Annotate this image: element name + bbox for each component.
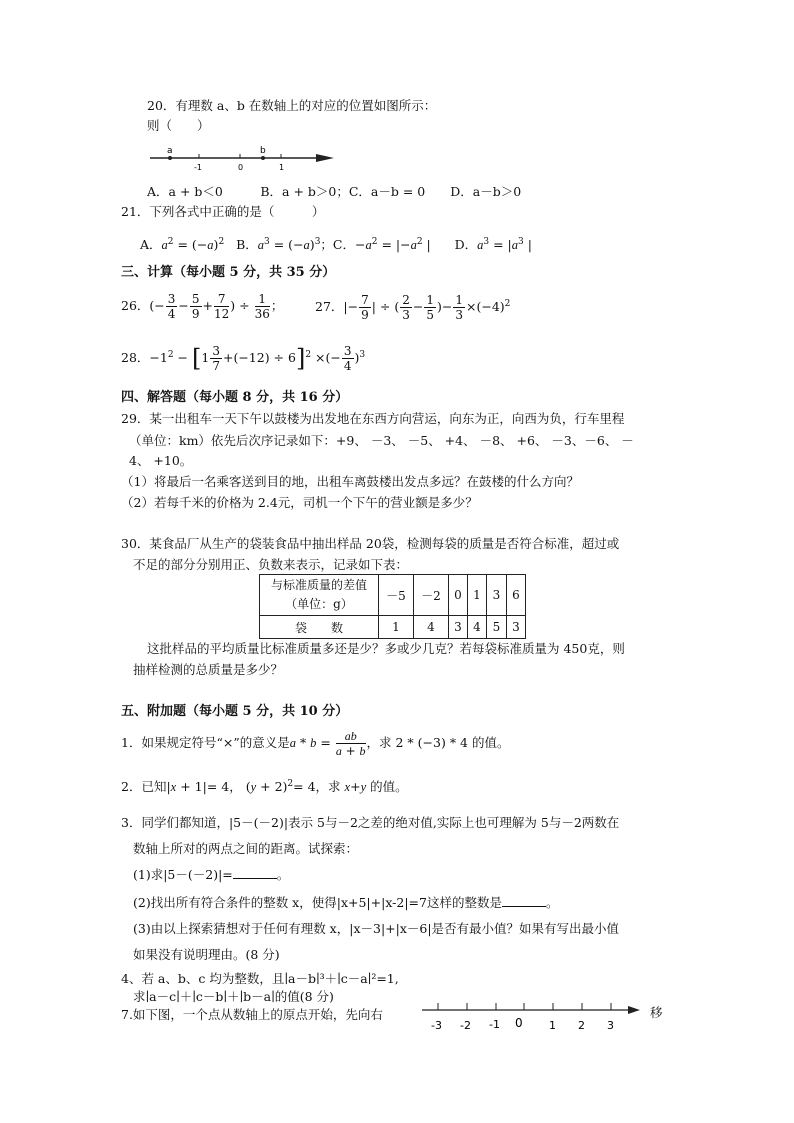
extra-4-line1: 4、若 a、b、c 均为整数，且∣a－b∣³＋∣c－a∣²=1, — [121, 971, 399, 986]
count-cell: 5 — [487, 616, 507, 639]
diff-cell: 0 — [449, 575, 468, 616]
q26-label: 26． — [121, 298, 150, 313]
q30-line1: 30．某食品厂从生产的袋装食品中抽出样品 20袋，检测每袋的质量是否符合标准，超过或 — [121, 536, 620, 551]
q7-text: 7.如下图，一个点从数轴上的原点开始，先向右 — [121, 1007, 383, 1022]
tick-label: -2 — [460, 1019, 471, 1032]
diff-cell: 3 — [487, 575, 507, 616]
axis-arrow-icon — [316, 154, 334, 162]
diff-cell: 6 — [507, 575, 526, 616]
point-b — [261, 156, 265, 160]
count-cell: 4 — [468, 616, 487, 639]
tick-label: -3 — [431, 1019, 442, 1032]
q29-sub1: （1）将最后一名乘客送到目的地，出租车离鼓楼出发点多远？在鼓楼的什么方向？ — [121, 474, 579, 489]
q29-line1: 29．某一出租车一天下午以鼓楼为出发地在东西方向营运，向东为正，向西为负，行车里程 — [121, 411, 625, 426]
section-4-title: 四、解答题（每小题 8 分，共 16 分） — [121, 390, 349, 405]
q30-table — [259, 574, 526, 639]
q21-stem: 21．下列各式中正确的是（ ） — [121, 204, 325, 219]
q26-expression: 26．(− $\frac{3}{4}$ − $\frac{5}{9}$ + $\frac{7}{12}$ ) ÷ $\frac{1}{36}$ ； — [121, 292, 284, 321]
q21-option-b: B． — [236, 237, 258, 253]
label-b: b — [260, 146, 266, 156]
tick-label: 3 — [607, 1019, 614, 1032]
q28-label: 28． — [121, 350, 150, 366]
extra-2: 2．已知|x + 1|= 4， $(y + 2)^2= 4$，求 x+y 的值。 — [121, 779, 408, 795]
extra-3-line2: 数轴上所对的两点之间的距离。试探索： — [133, 841, 359, 856]
q26-tail: ； — [270, 298, 284, 313]
axis-arrow-icon — [628, 1006, 640, 1014]
q27-expression: 27．|− $\frac{7}{9}$ | ÷ ( $\frac{2}{3}$ − $\frac{1}{5}$ )− $\frac{1}{3}$ $\times(-4)^2$ — [315, 293, 511, 323]
label-a: a — [167, 146, 173, 156]
count-cell: 4 — [414, 616, 449, 639]
q29-line2: （单位：km）依先后次序记录如下：+9、 －3、 －5、 +4、 －8、 +6、 －3、－6、 － — [129, 433, 634, 448]
diff-cell: －2 — [414, 575, 449, 616]
q20-number-line — [148, 142, 338, 174]
q7-tail: 移 — [650, 1005, 663, 1020]
count-cell: 3 — [507, 616, 526, 639]
tick-label-one: 1 — [279, 163, 285, 172]
tick-label: -1 — [489, 1018, 500, 1031]
tick-label: 1 — [549, 1019, 556, 1032]
section-5-title: 五、附加题（每小题 5 分，共 10 分） — [121, 704, 349, 719]
q20-then: 则（ ） — [147, 118, 210, 133]
count-cell: 1 — [379, 616, 414, 639]
q30-question2: 抽样检测的总质量是多少？ — [133, 662, 284, 677]
extra-4-line2: 求∣a－c∣＋∣c－b∣＋∣b－a∣的值(8 分) — [133, 989, 334, 1004]
diff-cell: －5 — [379, 575, 414, 616]
extra-3-part2: (2)找出所有符合条件的整数 x，使得|x+5|+|x-2|=7这样的整数是 。 — [133, 895, 559, 910]
section-3-title: 三、计算（每小题 5 分，共 35 分） — [121, 265, 336, 280]
q7-number-line — [420, 998, 648, 1034]
q21-option-a: A． — [140, 237, 162, 253]
q28-expression: 28．$-1^2 - [1$ $\frac{3}{7}$ +(−12) ÷ 6]$^2$ ×(− $\frac{3}{4}$ )$^3$ — [121, 344, 366, 374]
q27-label: 27． — [315, 299, 344, 315]
q21-options: A．$a^2 = (-a)^2$ B．$a^3 = (-a)^3$；C．$-a^2 = |-a^2$ | D．$a^3 = |a^3$ | — [140, 237, 532, 253]
count-label-cell: 袋 数 — [260, 616, 379, 639]
q30-question1: 这批样品的平均质量比标准质量多还是少？多或少几克？若每袋标准质量为 450克，则 — [147, 641, 625, 656]
q20-stem: 20．有理数 a、b 在数轴上的对应的位置如图所示： — [147, 98, 437, 113]
table-header-cell: 与标准质量的差值 （单位：g） — [260, 575, 379, 616]
tick-label-minus-one: -1 — [194, 163, 202, 172]
q29-line3: 4、 +10。 — [129, 453, 193, 468]
answer-blank[interactable] — [233, 866, 277, 879]
tick-label: 2 — [578, 1019, 585, 1032]
tick-label-zero: 0 — [238, 163, 244, 172]
extra-3-part1: (1)求|5－(－2)|= 。 — [133, 867, 290, 882]
extra-3-line1: 3．同学们都知道，|5－(－2)|表示 5与－2之差的绝对值,实际上也可理解为 5与－2两数在 — [121, 815, 620, 830]
answer-blank[interactable] — [502, 894, 546, 907]
extra-1: 1．如果规定符号“×”的意义是a * b = $\frac{ab}{a + b}$ ，求 2 * (−3) * 4 的值。 — [121, 729, 510, 758]
point-a — [168, 156, 172, 160]
q21-option-d: D． — [454, 237, 478, 253]
q30-line2: 不足的部分分别用正、负数来表示，记录如下表： — [133, 557, 409, 572]
diff-cell: 1 — [468, 575, 487, 616]
table-row-diff — [260, 575, 526, 616]
q21-option-c: ；C． — [320, 237, 355, 253]
tick-label: 0 — [515, 1016, 523, 1030]
table-row-count — [260, 616, 526, 639]
q29-sub2: （2）若每千米的价格为 2.4元，司机一个下午的营业额是多少？ — [121, 495, 478, 510]
q20-options: A．a + b＜0 B．a + b＞0；C．a－b = 0 D．a－b＞0 — [147, 184, 522, 199]
count-cell: 3 — [449, 616, 468, 639]
extra-3-part3: (3)由以上探索猜想对于任何有理数 x，|x－3|+|x－6|是否有最小值？如果有写出最小值 — [133, 921, 620, 936]
extra-3-part3-line2: 如果没有说明理由。(8 分) — [133, 947, 280, 962]
